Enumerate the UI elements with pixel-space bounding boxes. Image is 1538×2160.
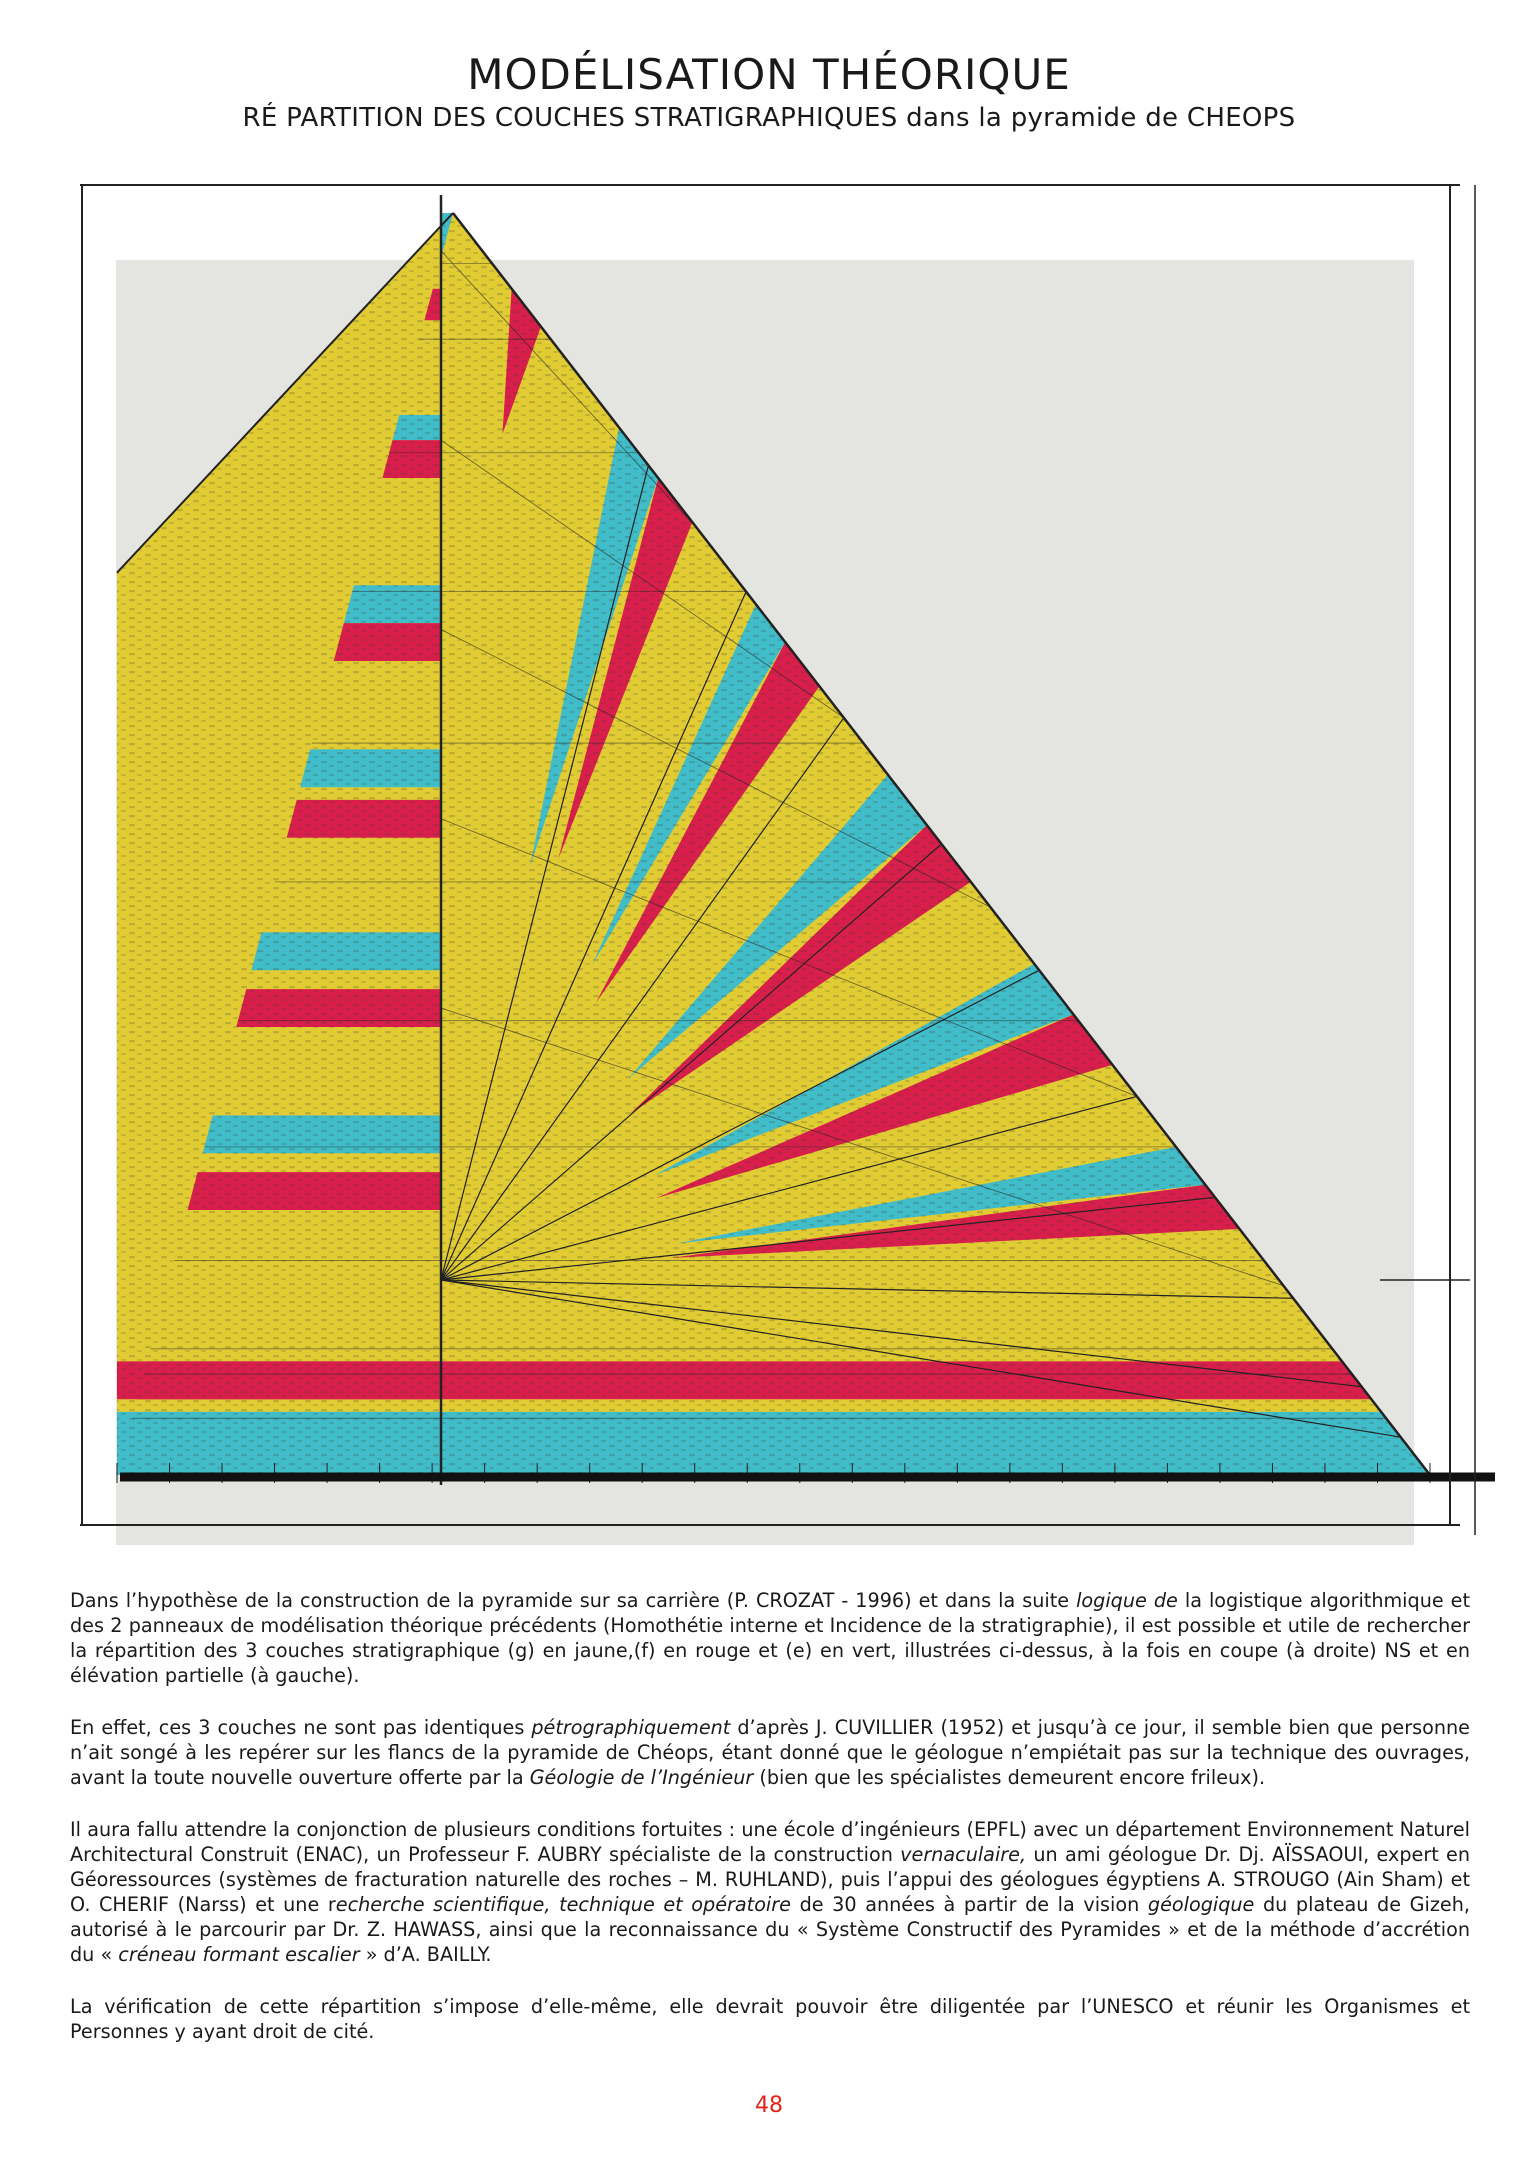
italic-text: géologique: [1147, 1893, 1255, 1916]
text-run: En effet, ces 3 couches ne sont pas identiques: [70, 1716, 532, 1739]
italic-text: logique de: [1076, 1589, 1178, 1612]
paragraph-1: [70, 1588, 1470, 1688]
paragraph-2: [70, 1715, 1470, 1790]
italic-text: pétrographiquement: [531, 1716, 731, 1739]
italic-text: echerche scientifique, technique et opératoire: [335, 1893, 791, 1916]
text-run: La vérification de cette répartition s’impose d’elle-même, elle devrait pouvoir être diligentée par l’UNESCO et réunir les Organismes et Personnes y ayant droit de cité.: [70, 1995, 1470, 2043]
text-run: de 30 années à partir de la vision: [790, 1893, 1148, 1916]
paragraph-3: [70, 1817, 1470, 1967]
text-run: un ami géologue Dr. Dj. AÏSSAOUI, expert en Géoressources (systèmes de fracturation naturelle des roches – M. RUHLAND), puis l’appui des géologues égyptiens A. STROUGO (Ain Sham) et O. CHERIF (Narss) et une r: [70, 1843, 1470, 1916]
paragraph-4: [70, 1994, 1470, 2044]
text-run: Il aura fallu attendre la conjonction de plusieurs conditions fortuites : une école d’ingénieurs (EPFL) avec un département Environnement Naturel Architectural Construit (ENAC), un Professeur F. AUBRY spécialiste de la construction: [70, 1818, 1470, 1866]
text-run: la logistique algorithmique et des 2 panneaux de modélisation théorique précédents (Homothétie interne et Incidence de la stratigraphie), il est possible et utile de rechercher la répartition des 3 couches stratigraphique (g) en jaune,(f) en rouge et (e) en vert, illustrées ci-dessus, à la fois en coupe (à droite) NS et en élévation partielle (à gauche).: [70, 1589, 1471, 1687]
text-run: » d’A. BAILLY.: [359, 1943, 492, 1966]
body-text: [70, 1588, 1470, 2071]
text-run: Dans l’hypothèse de la construction de la pyramide sur sa carrière (P. CROZAT - 1996) et dans la suite: [70, 1589, 1077, 1612]
page-subtitle: RÉ PARTITION DES COUCHES STRATIGRAPHIQUES dans la pyramide de CHEOPS: [242, 103, 1296, 133]
italic-text: Géologie de l’Ingénieur: [529, 1766, 754, 1789]
pyramid-stratigraphy-diagram: [0, 165, 1538, 1545]
text-run: (bien que les spécialistes demeurent encore frileux).: [753, 1766, 1266, 1789]
page-title: MODÉLISATION THÉORIQUE: [467, 50, 1071, 99]
page-number: 48: [755, 2093, 783, 2118]
page-header: [0, 50, 1538, 136]
text-run: du plateau de Gizeh, autorisé à le parcourir par Dr. Z. HAWASS, ainsi que la reconnaissance du « Système Constructif des Pyramides » et de la méthode d’accrétion du «: [70, 1893, 1470, 1966]
italic-text: vernaculaire,: [900, 1843, 1027, 1866]
text-run: d’après J. CUVILLIER (1952) et jusqu’à ce jour, il semble bien que personne n’ait songé à les repérer sur les flancs de la pyramide de Chéops, étant donné que le géologue n’empiétait pas sur la technique des ouvrages, avant la toute nouvelle ouverture offerte par la: [70, 1716, 1470, 1789]
italic-text: créneau formant escalier: [118, 1943, 360, 1966]
